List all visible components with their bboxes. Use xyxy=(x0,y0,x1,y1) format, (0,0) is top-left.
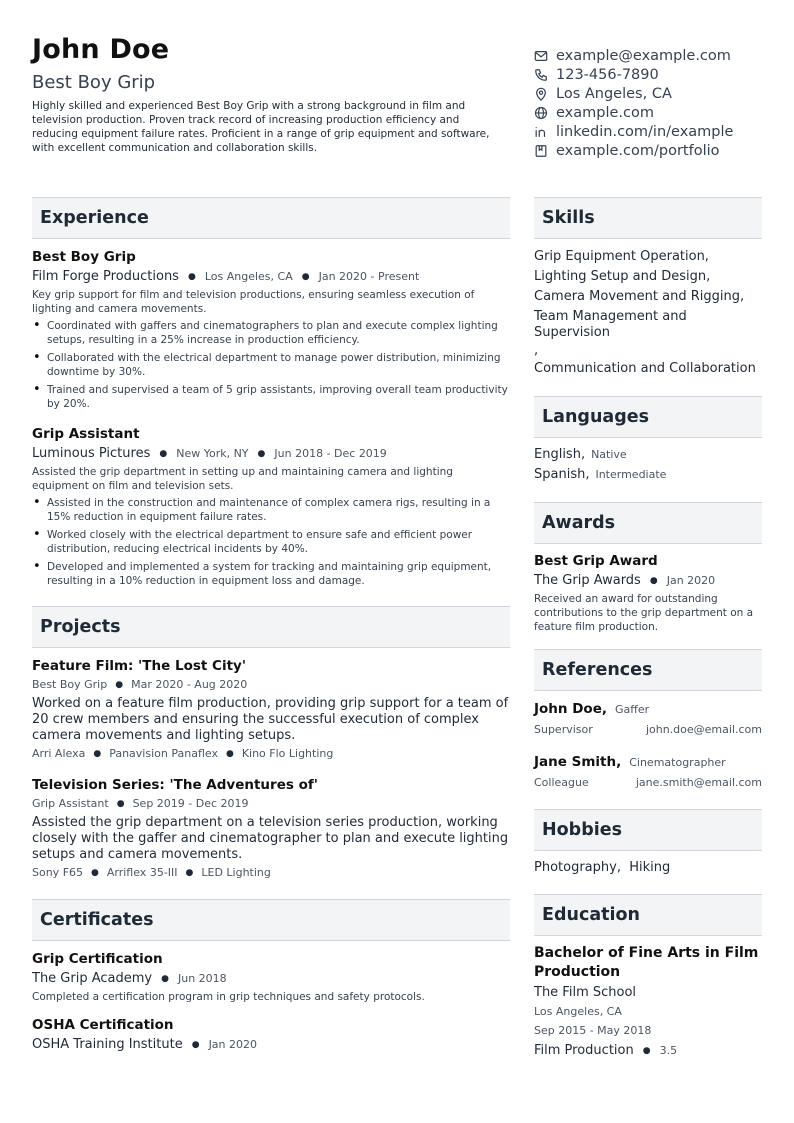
skills-list xyxy=(534,247,762,377)
email-text: example@example.com xyxy=(556,47,731,64)
certificate-issuer: The Grip Academy xyxy=(32,971,153,986)
language-level: Intermediate xyxy=(595,468,667,481)
contact-phone[interactable] xyxy=(534,65,774,84)
award-meta xyxy=(534,572,762,590)
linkedin-text: linkedin.com/in/example xyxy=(556,123,734,140)
separator-dot: ● xyxy=(642,1046,651,1056)
education-field-line xyxy=(534,1042,762,1060)
certificate-issuer: OSHA Training Institute xyxy=(32,1037,183,1052)
contact-linkedin[interactable] xyxy=(534,122,774,141)
contact-website[interactable] xyxy=(534,103,774,122)
reference-relation: Colleague xyxy=(534,776,589,789)
education-dates: Sep 2015 - May 2018 xyxy=(534,1024,652,1037)
separator-dot: ● xyxy=(301,272,310,282)
portfolio-text: example.com/portfolio xyxy=(556,142,720,159)
separator-dot: ● xyxy=(185,868,194,878)
reference-details xyxy=(534,773,762,793)
header xyxy=(32,34,504,155)
reference-details xyxy=(534,720,762,740)
separator-dot: ● xyxy=(159,449,168,459)
language-level: Native xyxy=(591,448,627,461)
gpa: 3.5 xyxy=(659,1044,678,1057)
job-dates: Jan 2020 - Present xyxy=(318,270,420,283)
languages-list xyxy=(534,445,762,485)
job-bullet: • Collaborated with the electrical department to manage power distribution, minimizing downtime by 30%. xyxy=(32,351,510,379)
separator-dot: ● xyxy=(161,974,169,984)
phone-text: 123-456-7890 xyxy=(556,66,659,83)
job-location: New York, NY xyxy=(176,447,249,460)
certificate-entry xyxy=(32,950,510,1004)
skill-item: Communication and Collaboration xyxy=(534,361,756,376)
reference-name: John Doe, xyxy=(534,701,607,717)
website-text: example.com xyxy=(556,104,654,121)
language-item xyxy=(534,465,762,485)
job-location: Los Angeles, CA xyxy=(204,270,293,283)
project-title: Television Series: 'The Adventures of' xyxy=(32,777,318,793)
project-role: Best Boy Grip xyxy=(32,678,108,691)
hobbies-heading: Hobbies xyxy=(534,809,762,851)
reference-relation: Supervisor xyxy=(534,723,593,736)
references-heading: References xyxy=(534,649,762,691)
company-name: Luminous Pictures xyxy=(32,446,151,461)
education-heading: Education xyxy=(534,894,762,936)
separator-dot: ● xyxy=(225,749,234,759)
separator-dot: ● xyxy=(191,1040,200,1050)
certificate-meta xyxy=(32,970,510,988)
project-dates: Sep 2019 - Dec 2019 xyxy=(132,797,249,810)
award-date: Jan 2020 xyxy=(666,574,716,587)
job-meta xyxy=(32,445,510,463)
reference-email[interactable]: jane.smith@email.com xyxy=(635,776,762,789)
candidate-name: John Doe xyxy=(32,34,170,65)
project-dates: Mar 2020 - Aug 2020 xyxy=(131,678,248,691)
job-bullets xyxy=(32,496,510,588)
left-column xyxy=(32,197,510,1054)
job-bullet: • Trained and supervised a team of 5 grip assistants, improving overall team productivity by 20%. xyxy=(32,383,510,411)
location-text: Los Angeles, CA xyxy=(556,85,672,102)
school-line xyxy=(534,984,762,1002)
project-entry xyxy=(32,776,510,881)
experience-entry xyxy=(32,425,510,588)
job-dates: Jun 2018 - Dec 2019 xyxy=(274,447,387,460)
award-entry xyxy=(534,552,762,634)
project-description: Worked on a feature film production, providing grip support for a team of 20 crew members and ensuring the successful execution of complex camera movements and lighting setups. xyxy=(32,696,509,743)
job-bullet: • Developed and implemented a system for tracking and maintaining grip equipment, resulting in a 10% reduction in equipment loss and damage. xyxy=(32,560,510,588)
award-issuer: The Grip Awards xyxy=(534,573,641,588)
reference-role: Gaffer xyxy=(614,703,650,716)
job-bullet: • Coordinated with gaffers and cinematographers to plan and execute complex lighting setups, resulting in a 25% increase in production efficiency. xyxy=(32,319,510,347)
contact-block xyxy=(534,46,774,160)
certificate-date: Jan 2020 xyxy=(208,1038,258,1051)
projects-heading: Projects xyxy=(32,606,510,648)
contact-portfolio[interactable] xyxy=(534,141,774,160)
separator-dot: ● xyxy=(91,868,99,878)
experience-entry xyxy=(32,248,510,411)
award-title: Best Grip Award xyxy=(534,553,658,569)
skill-item: Team Management and Supervision xyxy=(534,309,687,340)
project-tool: Sony F65 xyxy=(32,866,84,879)
languages-heading: Languages xyxy=(534,396,762,438)
contact-location xyxy=(534,84,774,103)
certificates-heading: Certificates xyxy=(32,899,510,941)
separator-dot: ● xyxy=(187,272,196,282)
certificate-title: OSHA Certification xyxy=(32,1017,174,1033)
skills-heading: Skills xyxy=(534,197,762,239)
summary: Highly skilled and experienced Best Boy Grip with a strong background in film and television production. Proven track record of increasing production efficiency and reducing equipment failure rates. Proficient in a range of grip equipment and software, with excellent communication and collaboration skills. xyxy=(32,100,490,154)
project-role: Grip Assistant xyxy=(32,797,109,810)
certificate-description: Completed a certification program in grip techniques and safety protocols. xyxy=(32,991,425,1003)
phone-icon xyxy=(534,68,548,82)
globe-icon xyxy=(534,106,548,120)
certificate-date: Jun 2018 xyxy=(177,972,227,985)
hobbies-list: Photography, Hiking xyxy=(534,860,671,875)
company-name: Film Forge Productions xyxy=(32,269,179,284)
awards-heading: Awards xyxy=(534,502,762,544)
field-of-study: Film Production xyxy=(534,1043,634,1058)
project-meta xyxy=(32,677,510,693)
separator-dot: ● xyxy=(257,449,266,459)
language-item xyxy=(534,445,762,465)
project-tool: Arri Alexa xyxy=(32,747,86,760)
reference-role: Cinematographer xyxy=(629,756,726,769)
skill-separator: , xyxy=(534,343,539,358)
project-tool: LED Lighting xyxy=(201,866,271,879)
separator-dot: ● xyxy=(649,576,658,586)
certificate-entry xyxy=(32,1016,510,1054)
job-summary: Key grip support for film and television productions, ensuring seamless execution of lighting and camera movements. xyxy=(32,289,475,315)
project-tools xyxy=(32,865,510,881)
education-entry xyxy=(534,944,762,1060)
job-bullets xyxy=(32,319,510,411)
language-name: Spanish, xyxy=(534,467,590,482)
portfolio-icon xyxy=(534,144,548,158)
skill-item: Lighting Setup and Design, xyxy=(534,269,711,284)
candidate-title: Best Boy Grip xyxy=(32,72,156,93)
reference-header xyxy=(534,699,762,720)
job-title: Best Boy Grip xyxy=(32,249,136,265)
school-location: Los Angeles, CA xyxy=(534,1005,622,1018)
job-title: Grip Assistant xyxy=(32,426,140,442)
skill-item: Camera Movement and Rigging, xyxy=(534,289,745,304)
location-pin-icon xyxy=(534,87,548,101)
project-description: Assisted the grip department on a television series production, working closely with the gaffer and cinematographer to plan and execute lighting setups and camera movements. xyxy=(32,815,509,862)
job-summary: Assisted the grip department in setting up and maintaining camera and lighting equipment on film and television sets. xyxy=(32,466,453,492)
project-tool: Panavision Panaflex xyxy=(109,747,218,760)
skill-item: Grip Equipment Operation, xyxy=(534,249,709,264)
degree: Bachelor of Fine Arts in Film Production xyxy=(534,945,759,980)
reference-header xyxy=(534,752,762,773)
separator-dot: ● xyxy=(115,680,124,690)
project-tool: Arriflex 35-III xyxy=(106,866,178,879)
certificate-meta xyxy=(32,1036,510,1054)
language-name: English, xyxy=(534,447,586,462)
experience-heading: Experience xyxy=(32,197,510,239)
separator-dot: ● xyxy=(116,799,125,809)
reference-entry xyxy=(534,752,762,793)
linkedin-icon xyxy=(534,125,548,139)
reference-entry xyxy=(534,699,762,740)
job-bullet: • Assisted in the construction and maintenance of complex camera rigs, resulting in a 15% reduction in equipment failure rates. xyxy=(32,496,510,524)
project-meta xyxy=(32,796,510,812)
job-bullet: • Worked closely with the electrical department to ensure safe and efficient power distribution, reducing electrical incidents by 40%. xyxy=(32,528,510,556)
right-column xyxy=(534,197,762,1060)
project-title: Feature Film: 'The Lost City' xyxy=(32,658,246,674)
mail-icon xyxy=(534,49,548,63)
job-meta xyxy=(32,268,510,286)
reference-name: Jane Smith, xyxy=(534,754,622,770)
project-entry xyxy=(32,657,510,762)
reference-email[interactable]: john.doe@email.com xyxy=(645,723,762,736)
project-tool: Kino Flo Lighting xyxy=(241,747,334,760)
school-name: The Film School xyxy=(534,985,637,1000)
contact-email[interactable] xyxy=(534,46,774,65)
certificate-title: Grip Certification xyxy=(32,951,163,967)
separator-dot: ● xyxy=(93,749,102,759)
project-tools xyxy=(32,746,510,762)
award-description: Received an award for outstanding contributions to the grip department on a feature film production. xyxy=(534,593,754,633)
